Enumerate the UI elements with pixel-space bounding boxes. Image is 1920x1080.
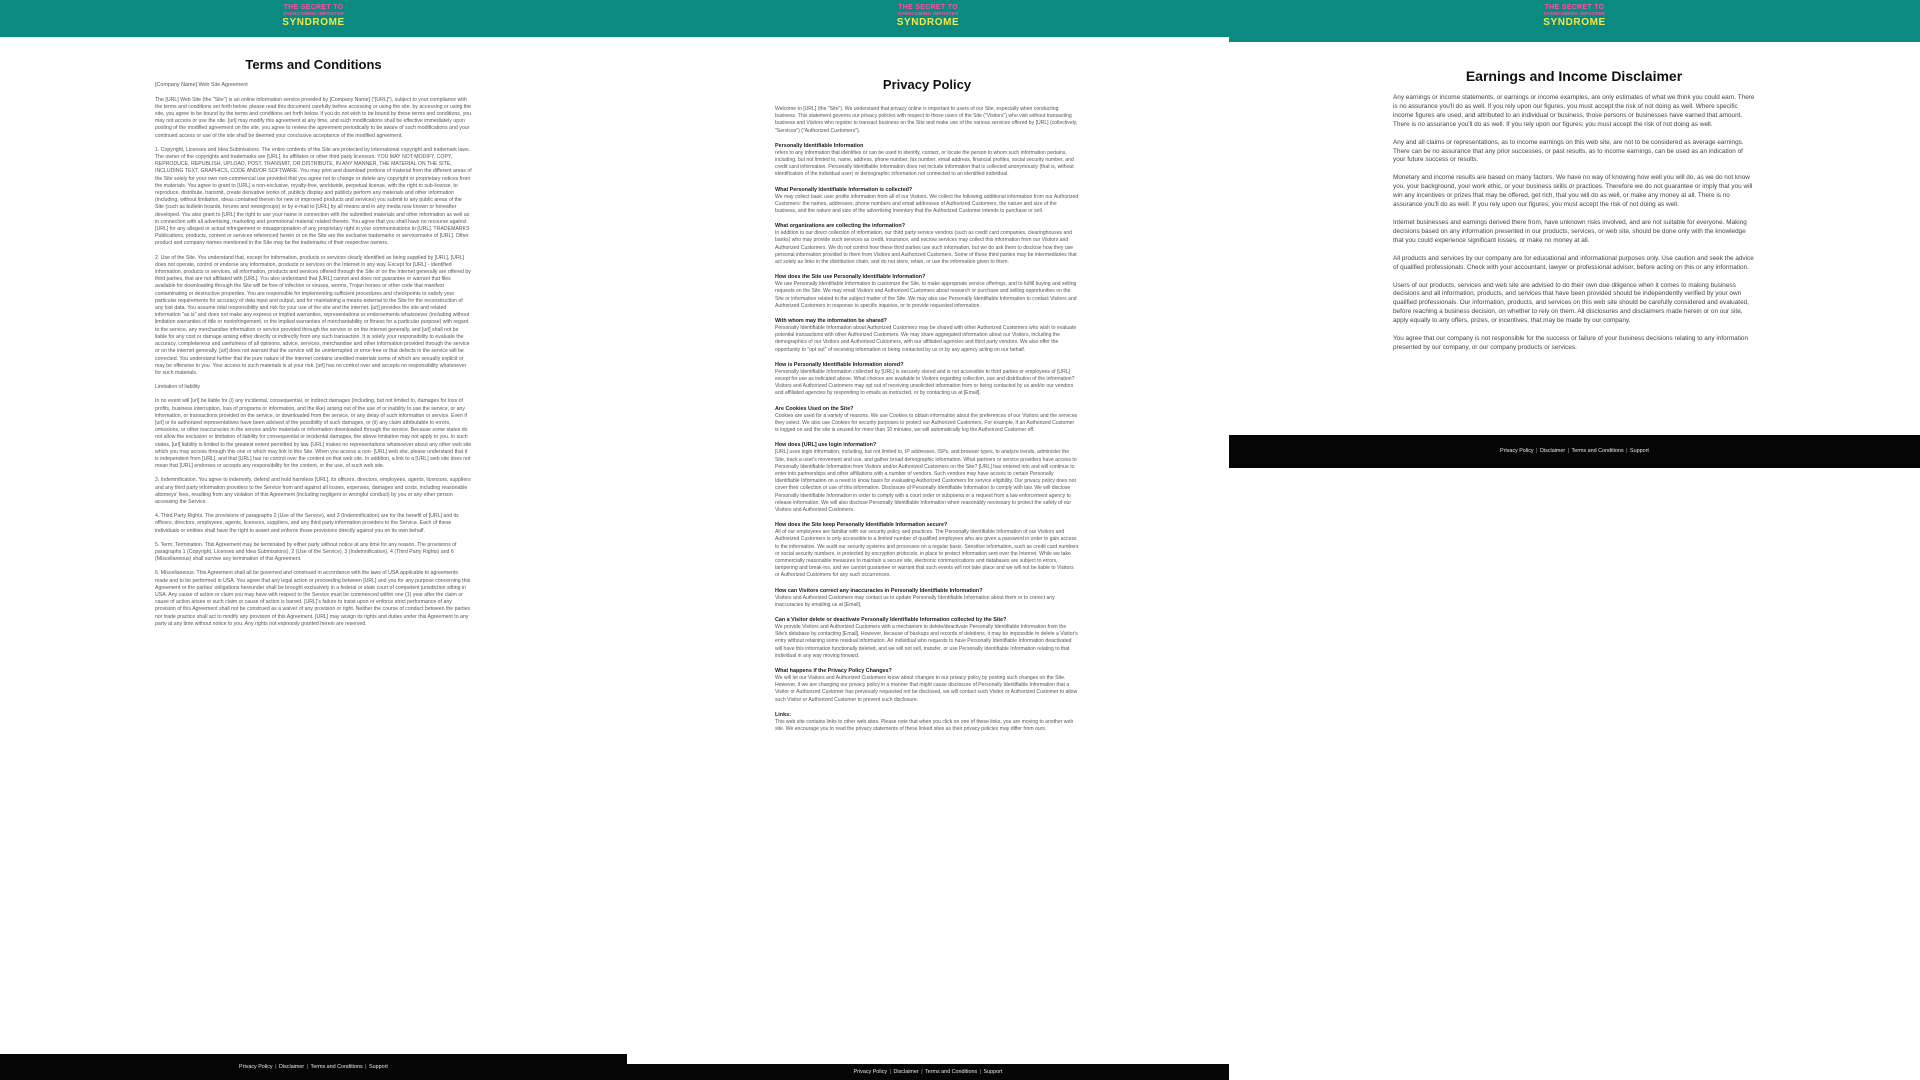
terms-paragraph: The [URL] Web Site (the "Site") is an online information service provided by [Company Name] ("[URL]"), subject to your compliance with the terms and conditions set forth below. please read this document carefully before accessing or using the site. by accessing or using the site, you agree to be bound by the terms and conditions set forth below. if you do not wish to be bound by these terms and conditions, you may not access or use the site. [url] may modify this agreement at any time, and such modifications shall be effective immediately upon posting of the modified agreement on the site. you agree to review the agreement periodically to be aware of such modifications and your continued access or use of the site shall be deemed your conclusive acceptance of the modified agreement. xyxy=(155,96,472,139)
site-header xyxy=(1229,0,1920,42)
section-heading: With whom may the information be shared? xyxy=(775,318,887,325)
section-heading: Personally Identifiable Information xyxy=(775,142,864,149)
disclaimer-page xyxy=(1229,0,1920,468)
section-body: Visitors and Authorized Customers may contact us to update Personally Identifiable Information about them or to correct any inaccuracies by emailing us at [Email]. xyxy=(775,594,1055,608)
disclaimer-paragraph: Monetary and income results are based on many factors. We have no way of knowing how well you will do, as we do not know you, your background, your work ethic, or your business skills or practices. Therefore we do not guarantee or imply that you will win any incentives or prizes that may be offered, get rich, that you will do as well, or make any money at all. There is no assurance you'll do as well. If you rely upon our figures; you must accept the risk of not doing as well. xyxy=(1393,174,1753,209)
section-body: In addition to our direct collection of information, our third party service vendors (such as credit card companies, clearinghouses and banks) who may provide such services as credit, insurance, and escrow services may collect this information from our Visitors and Authorized Customers. We do not control how these third parties use such information, but we do ask them to disclose how they use personal information provided to them from Visitors and Authorized Customers. Some of these third parties may be intermediaries that act solely as links in the distribution chain, and do not store, retain, or use the information given to them. xyxy=(775,230,1077,266)
section-heading: What happens if the Privacy Policy Changes? xyxy=(775,667,892,674)
site-footer xyxy=(627,1064,1229,1080)
site-logo[interactable]: THE SECRET TO OVERCOMING IMPOSTER SYNDROME xyxy=(282,4,345,28)
footer-separator: | xyxy=(1626,448,1628,454)
footer-separator: | xyxy=(275,1064,277,1070)
footer-link-disclaimer[interactable]: Disclaimer xyxy=(1540,448,1566,454)
site-logo[interactable]: THE SECRET TO OVERCOMING IMPOSTER SYNDROME xyxy=(1543,4,1606,28)
section-body: We use Personally Identifiable Information to customize the Site, to make appropriate service offerings, and to fulfill buying and selling requests on the Site. We may email Visitors and Authorized Customers about research or purchase and selling opportunities on the Site or information related to the subject matter of the Site. We may also use Personally Identifiable Information to contact Visitors and Authorized Customers in response to specific inquiries, or to provide requested information. xyxy=(775,281,1077,309)
disclaimer-paragraph: Users of our products, services and web site are advised to do their own due diligence when it comes to making business decisions and all information, products, and services that have been provided should be independently verified by your own qualified professionals. Our information, products, and services on this web site should be carefully considered and evaluated, before reaching a business decision, on whether to rely on them. All disclosures and disclaimers made herein or on our site, apply equally to any offers, prizes, or incentives, that may be made by our company. xyxy=(1393,281,1749,325)
terms-paragraph: 1. Copyright, Licenses and Idea Submissions. The entire contents of the Site are protected by international copyright and trademark laws. The owner of the copyrights and trademarks are [URL], its affiliates or other third party licensors. YOU MAY NOT MODIFY, COPY, REPRODUCE, REPUBLISH, UPLOAD, POST, TRANSMIT, OR DISTRIBUTE, IN ANY MANNER, THE MATERIAL ON THE SITE, INCLUDING TEXT, GRAPHICS, CODE AND/OR SOFTWARE. You may print and download portions of material from the different areas of the Site solely for your own non-commercial use provided that you agree not to change or delete any copyright or proprietary notices from the materials. You agree to grant to [URL] a non-exclusive, royalty-free, worldwide, perpetual license, with the right to sub-license, to reproduce, distribute, transmit, create derivative works of, publicly display and publicly perform any materials and other information (including, without limitation, ideas contained therein for new or improved products and services) you submit to any public areas of the Site (such as bulletin boards, forums and newsgroups) or by e-mail to [URL] by all means and in any media now known or hereafter developed. You also grant to [URL] the right to use your name in connection with the submitted materials and other information as well as in connection with all advertising, marketing and promotional material related thereto. You agree that you shall have no recourse against [URL] for any alleged or actual infringement or misappropriation of any proprietary right in your communications to [URL]. TRADEMARKS Publications, products, content or services referenced herein or on the Site are the exclusive trademarks or servicemarks of [URL]. Other product and company names mentioned in the Site may be the trademarks of their respective owners. xyxy=(155,146,472,247)
section-body: [URL] uses login information, including, but not limited to, IP addresses, ISPs, and browser types, to analyze trends, administer the Site, track a user's movement and use, and gather broad demographic information. What partners or service providers have access to Personally Identifiable Information from Visitors and/or Authorized Customers on the Site? [URL] has entered into and will continue to enter into partnerships and other affiliations with a number of vendors. Such vendors may have access to certain Personally Identifiable Information on a need to know basis for evaluating Authorized Customers for service eligibility. Our privacy policy does not cover their collection or use of this information. Disclosure of Personally Identifiable Information to comply with law. We will disclose Personally Identifiable Information in order to comply with a court order or subpoena or a request from a law enforcement agency to release information. We will also disclose Personally Identifiable Information when reasonably necessary to protect the safety of our Visitors and Authorized Customers. xyxy=(775,449,1077,513)
section-heading: Are Cookies Used on the Site? xyxy=(775,405,854,412)
footer-link-privacy[interactable]: Privacy Policy xyxy=(1500,448,1534,454)
footer-link-disclaimer[interactable]: Disclaimer xyxy=(279,1064,305,1070)
page-title: Earnings and Income Disclaimer xyxy=(1465,68,1683,84)
section-body: We will let our Visitors and Authorized Customers know about changes to our privacy policy by posting such changes on the Site. However, if we are changing our privacy policy in a manner that might cause disclosure of Personally Identifiable Information that a Visitor or Authorized Customer has previously requested not be disclosed, we will contact such Visitor or Authorized Customer to allow such Visitor or Authorized Customer to prevent such disclosure. xyxy=(775,674,1078,703)
terms-page xyxy=(0,0,627,1080)
disclaimer-content xyxy=(1229,68,1920,353)
footer-separator: | xyxy=(365,1064,367,1070)
footer-link-privacy[interactable]: Privacy Policy xyxy=(853,1069,888,1075)
section-heading: How is Personally Identifiable Information stored? xyxy=(775,361,904,368)
section-heading: What organizations are collecting the information? xyxy=(775,223,905,230)
disclaimer-paragraph: Any and all claims or representations, as to income earnings on this web site, are not to be considered as average earnings. There can be no assurance that any prior successes, or past results, as to income earnings, can be used as an indication of your future success or results. xyxy=(1393,138,1744,164)
footer-link-terms[interactable]: Terms and Conditions xyxy=(1571,448,1624,454)
footer-link-privacy[interactable]: Privacy Policy xyxy=(239,1064,273,1070)
terms-paragraph: 6. Miscellaneous. This Agreement shall all be governed and construed in accordance with the laws of USA applicable to agreements made and to be performed in USA. You agree that any legal action or proceeding between [URL] and you for any purpose concerning this Agreement or the parties' obligations hereunder shall be brought exclusively in a federal or state court of competent jurisdiction sitting in USA. Any cause of action or claim you may have with respect to the Service must be commenced within one (1) year after the claim or cause of action arises or such claim or cause of action is barred. [URL]'s failure to insist upon or enforce strict performance of any provision of this Agreement shall not be construed as a waiver of any provision or right. Neither the course of conduct between the parties nor trade practice shall act to modify any provision of this Agreement. [URL] may assign its rights and duties under this Agreement to any party at any time without notice to you. Any rights not expressly granted herein are reserved. xyxy=(155,570,471,627)
disclaimer-paragraph: All products and services by our company are for educational and informational purposes only. Use caution and seek the advice of qualified professionals. Check with your accountant, lawyer or professional advisor, before acting on this or any information. xyxy=(1393,254,1754,271)
section-body: This web site contains links to other web sites. Please note that when you click on one of these links, you are moving to another web site. We encourage you to read the privacy statements of these linked sites as their privacy policies may differ from ours. xyxy=(775,718,1074,732)
terms-paragraph: 5. Term; Termination. This Agreement may be terminated by either party without notice at any time for any reason. The provisions of paragraphs 1 (Copyright, Licenses and Idea Submissions), 2 (Use of the Service), 3 (Indemnification), 4 (Third Party Rights) and 6 (Miscellaneous) shall survive any termination of this Agreement. xyxy=(155,541,457,563)
section-body: We provide Visitors and Authorized Customers with a mechanism to delete/deactivate Personally Identifiable Information from the Site's database by contacting [Email]. However, because of backups and records of deletions, it may be impossible to delete a Visitor's entry without retaining some residual information. An individual who requests to have Personally Identifiable Information deactivated will have this information functionally deleted, and we will not sell, transfer, or use Personally Identifiable Information relating to that individual in any way moving forward. xyxy=(775,623,1078,659)
footer-link-terms[interactable]: Terms and Conditions xyxy=(310,1064,363,1070)
section-heading: Can a Visitor delete or deactivate Personally Identifiable Information collected by the Site? xyxy=(775,616,1007,623)
section-body: All of our employees are familiar with our security policy and practices. The Personally Identifiable Information of our Visitors and Authorized Customers is only accessible to a limited number of qualified employees who are given a password in order to gain access to the information. We audit our security systems and processes on a regular basis. Sensitive information, such as credit card numbers or social security numbers, is protected by encryption protocols, in place to protect information sent over the Internet. While we take commercially reasonable measures to maintain a secure site, electronic communications and databases are subject to errors, tampering and break-ins, and we cannot guarantee or warrant that such events will not take place and we will not be liable to Visitors or Authorized Customers for any such occurrences. xyxy=(775,529,1079,579)
site-header xyxy=(0,0,627,37)
terms-paragraph: 4. Third Party Rights. The provisions of paragraphs 2 (Use of the Service), and 3 (Indemnification) are for the benefit of [URL] and its officers, directors, employees, agents, licensors, suppliers, and any third party information providers to the Service. Each of these individuals or entities shall have the right to assert and enforce those provisions directly against you on its own behalf. xyxy=(155,513,459,534)
section-heading: How does the Site use Personally Identifiable Information? xyxy=(775,274,926,281)
terms-paragraph: 2. Use of the Site. You understand that, except for information, products or services clearly identified as being supplied by [URL], [URL] does not operate, control or endorse any information, products or services on the Internet in any way. Except for [URL] - identified information, products or services, all information, products and services offered through the Site or on the Internet generally are offered by third parties, that are not affiliated with [URL]. You also understand that [URL] cannot and does not guarantee or warrant that files available for downloading through the Site will be free of infection or viruses, worms, Trojan horses or other code that manifest contaminating or destructive properties. You are responsible for implementing sufficient procedures and checkpoints to satisfy your particular requirements for accuracy of data input and output, and for maintaining a means external to the Site for the reconstruction of any lost data. You assume total responsibility and risk for your use of the site and the internet. [url] provides the site and related information "as is" and does not make any express or implied warranties, representations or endorsements whatsoever (including without limitation warranties of title or noninfringement, or the implied warranties of merchantability or fitness for a particular purpose) with regard to the service, any merchandise information or service provided through the service or on the internet generally, and [url] shall not be liable for any cost or damage arising either directly or indirectly from any such transaction. It is solely your responsibility to evaluate the accuracy, completeness and usefulness of all opinions, advice, services, merchandise and other information provided through the service or on the internet generally. [url] does not warrant that the service will be uninterrupted or error-free or that defects in the service will be corrected. You understand further that the pure nature of the internet contains unedited materials some of which are sexually explicit or may be offensive to you. Your access to such materials is at your risk. [url] has no control over and accepts no responsibility whatsoever for such materials. xyxy=(155,254,471,376)
footer-link-disclaimer[interactable]: Disclaimer xyxy=(893,1069,919,1075)
footer-link-support[interactable]: Support xyxy=(1630,448,1649,454)
privacy-page xyxy=(627,0,1229,1080)
section-heading: Links: xyxy=(775,711,791,718)
terms-content xyxy=(0,57,627,628)
section-body: Personally Identifiable Information about Authorized Customers may be shared with other Authorized Customers who wish to evaluate potential transactions with other Authorized Customers. We may share aggregated information about our Visitors, including the demographics of our Visitors and Authorized Customers, with our affiliated agencies and third party vendors. We also offer the opportunity to "opt out" of receiving information or being contacted by us or by any agency acting on our behalf. xyxy=(775,325,1077,353)
terms-subtitle: [Company Name] Web Site Agreement xyxy=(155,82,248,88)
footer-separator: | xyxy=(1536,448,1538,454)
footer-separator: | xyxy=(979,1069,982,1075)
site-logo[interactable]: THE SECRET TO OVERCOMING IMPOSTER SYNDROME xyxy=(896,4,960,28)
section-heading: How does the Site keep Personally Identifiable Information secure? xyxy=(775,522,948,529)
terms-paragraph: Limitation of liability xyxy=(155,384,200,391)
footer-link-support[interactable]: Support xyxy=(369,1064,388,1070)
section-heading: How does [URL] use login information? xyxy=(775,442,877,449)
privacy-content xyxy=(627,77,1229,733)
footer-separator: | xyxy=(889,1069,892,1075)
section-body: We may collect basic user profile information from all of our Visitors. We collect the following additional information from our Authorized Customers: the names, addresses, phone numbers and email addresses of Authorized Customers, the nature and size of the business, and the nature and size of the advertising inventory that the Authorized Customer intends to purchase or sell. xyxy=(775,193,1079,215)
disclaimer-paragraph: Internet businesses and earnings derived there from, have unknown risks involved, and are not suitable for everyone. Making decisions based on any information presented in our products, services, or web site, should be done only with the knowledge that you could experience significant losses, or make no money at all. xyxy=(1393,218,1747,244)
section-body: Personally Identifiable Information collected by [URL] is securely stored and is not accessible to third parties or employees of [URL] except for use as indicated above. What choices are available to Visitors regarding collection, use and distribution of the information? Visitors and Authorized Customers may opt out of receiving unsolicited information from or being contacted by us and/or our vendors and affiliated agencies by responding to emails as instructed, or by contacting us at [Email]. xyxy=(775,368,1075,397)
footer-link-terms[interactable]: Terms and Conditions xyxy=(925,1069,978,1075)
section-body: refers to any information that identifies or can be used to identify, contact, or locate the person to whom such information pertains, including, but not limited to, name, address, phone number, fax number, email address, financial profiles, social security number, and credit card information. Personally Identifiable Information does not include information that is collected anonymously (that is, without identification of the individual user) or demographic information not connected to an identified individual. xyxy=(775,149,1074,178)
page-title: Terms and Conditions xyxy=(245,57,382,72)
terms-paragraph: In no event will [url] be liable for (i) any incidental, consequential, or indirect damages (including, but not limited to, damages for loss of profits, business interruption, loss of programs or information, and the like) arising out of the use of or inability to use the service, or any information, or transactions provided on the service, or downloaded from the service, or any delay of such information or service. Even if [url] or its authorized representatives have been advised of the possibility of such damages, or (ii) any claim attributable to errors, omissions, or other inaccuracies in the service and/or materials or information downloaded through the service. Because some states do not allow the exclusion or limitation of liability for consequential or incidental damages, the above limitation may not apply to you. In such states, [url] liability is limited to the greatest extent permitted by law. [URL] makes no representations whatsoever about any other web site which you may access through this one or which may link to this Site. When you access a non- [URL] web site, please understand that it is independent from [URL], and that [URL] has no control over the content on that web site. In addition, a link to a [URL] web site does not mean that [URL] endorses or accepts any responsibility for the content, or the use, of such web site. xyxy=(155,398,472,470)
privacy-intro: Welcome to [URL] (the "Site"). We understand that privacy online is important to users of our Site, especially when conducting business. This statement governs our privacy policies with respect to those users of the Site ("Visitors") who visit without transacting business and Visitors who register to transact business on the Site and make use of the various services offered by [URL] (collectively, "Services") ("Authorized Customers"). xyxy=(775,106,1078,134)
site-footer xyxy=(0,1054,627,1080)
footer-separator: | xyxy=(306,1064,309,1070)
section-body: Cookies are used for a variety of reasons. We use Cookies to obtain information about the preferences of our Visitors and the services they select. We also use Cookies for security purposes to protect our Authorized Customers. For example, if an Authorized Customer is logged on and the site is unused for more than 10 minutes, we will automatically log the Authorized Customer off. xyxy=(775,412,1078,434)
disclaimer-paragraph: Any earnings or income statements, or earnings or income examples, are only estimates of what we think you could earn. There is no assurance you'll do as well. If you rely upon our figures, you must accept the risk of not doing as well. Where specific income figures are used, and attributed to an individual or business, those persons or businesses have earned that amount. There is no assurance you'll do as well. If you rely upon our figures; you must accept the risk of not doing as well. xyxy=(1393,94,1755,128)
site-header xyxy=(627,0,1229,37)
site-footer xyxy=(1229,435,1920,468)
page-title: Privacy Policy xyxy=(882,77,972,92)
section-heading: What Personally Identifiable Information is collected? xyxy=(775,186,913,193)
terms-paragraph: 3. Indemnification. You agree to indemnify, defend and hold harmless [URL], its officers, directors, employees, agents, licensors, suppliers and any third party information providers to the Service from and against all losses, expenses, damages and costs, including reasonable attorneys' fees, resulting from any violation of this Agreement (including negligent or wrongful conduct) by you or any other person accessing the Service. xyxy=(155,477,471,505)
footer-link-support[interactable]: Support xyxy=(983,1069,1003,1075)
section-heading: How can Visitors correct any inaccuracies in Personally Identifiable Information? xyxy=(775,587,983,594)
disclaimer-paragraph: You agree that our company is not responsible for the success or failure of your business decisions relating to any information presented by our company, or our company products or services. xyxy=(1393,335,1748,351)
footer-separator: | xyxy=(1567,448,1570,454)
footer-separator: | xyxy=(921,1069,923,1075)
